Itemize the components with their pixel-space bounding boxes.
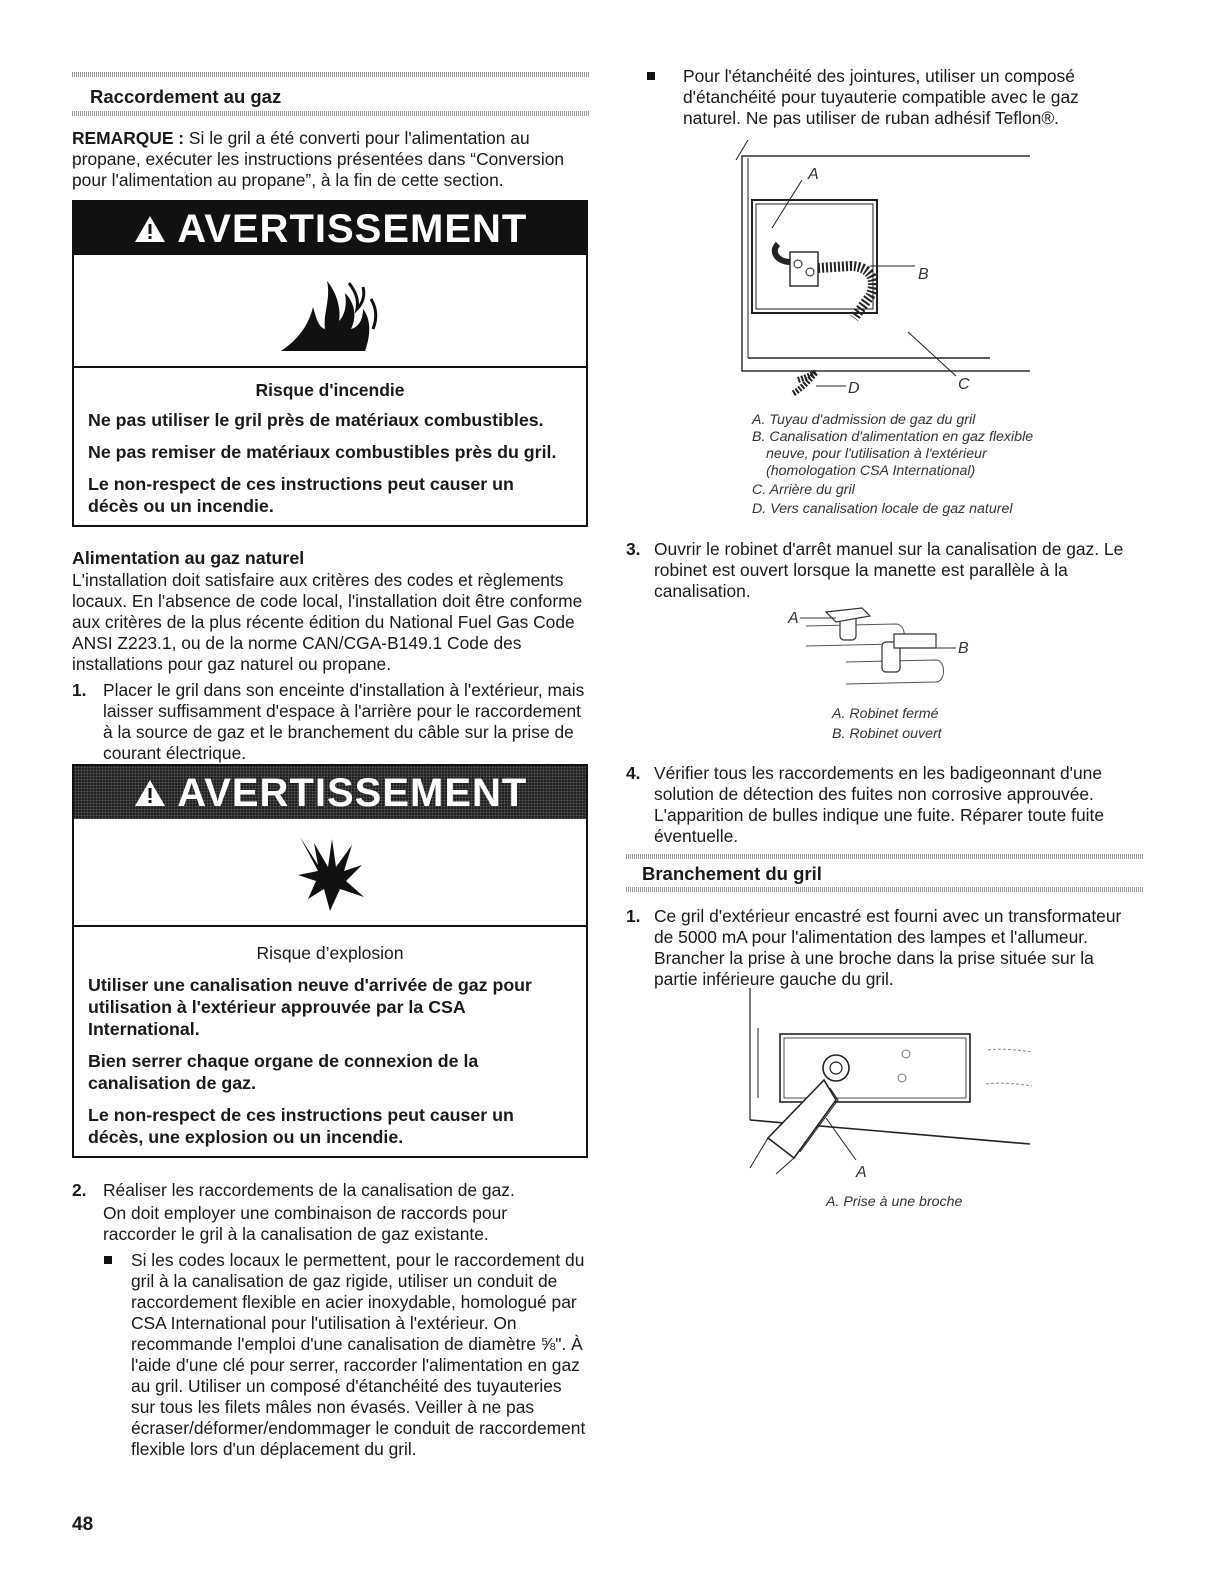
section-rule-top [72,72,590,77]
fig3-label-a: A [856,1164,867,1181]
fig1-caption-d: D. Vers canalisation locale de gaz naturel [752,501,1013,517]
note-paragraph [72,128,592,191]
step-4-number: 4. [626,763,641,783]
warning-triangle-icon-2 [133,771,178,815]
plug-figure [740,988,1040,1188]
fig3-caption: A. Prise à une broche [826,1194,963,1210]
warning-line-1: Ne pas utiliser le gril près de matériaux combustibles. [88,410,544,430]
section-title-connection: Raccordement au gaz [90,86,282,107]
warning-header [74,202,586,255]
step-1-text: Placer le gril dans son enceinte d'installation à l'extérieur, mais laisser suffisamment d'espace à l'arrière pour le raccordement à la source de gaz et le branchement du câble sur la prise de courant électrique. [103,680,585,763]
risk-label: Risque d'incendie [255,380,405,400]
fig2-label-b: B [958,640,969,657]
branch-step-1-number: 1. [626,906,641,926]
fire-icon [74,255,586,368]
fig1-caption-b3: (homologation CSA International) [766,463,976,479]
branch-step-1-text: Ce gril d'extérieur encastré est fourni avec un transformateur de 5000 mA pour l'alimentation des lampes et l'allumeur. Brancher la prise à une broche dans la prise située sur la partie inférieure gauche du gril. [654,906,1122,989]
bullet-marker [104,1256,112,1264]
warning2-line-1: Utiliser une canalisation neuve d'arrivée de gaz pour utilisation à l'extérieur approuvée par la CSA International. [88,975,532,1039]
warning-title-2: AVERTISSEMENT [177,771,528,815]
warning-line-3: Le non-respect de ces instructions peut causer un décès ou un incendie. [88,474,514,516]
fig1-caption-b2: neuve, pour l'utilisation à l'extérieur [766,446,987,462]
explosion-warning-box [72,764,588,1158]
natural-gas-title: Alimentation au gaz naturel [72,548,305,568]
fig2-captions [832,706,1032,743]
fig2-caption-a: A. Robinet fermé [832,706,939,722]
step-3-number: 3. [626,539,641,559]
step-3-text: Ouvrir le robinet d'arrêt manuel sur la canalisation de gaz. Le robinet est ouvert lorsque la manette est parallèle à la canalisation. [654,539,1124,601]
fig2-label-a: A [788,610,799,627]
warning2-line-2: Bien serrer chaque organe de connexion de la canalisation de gaz. [88,1051,479,1093]
bullet-2-text: Pour l'étanchéité des jointures, utiliser un composé d'étanchéité pour tuyauterie compatible avec le gaz naturel. Ne pas utiliser de ruban adhésif Teflon®. [683,66,1079,128]
step-4-text: Vérifier tous les raccordements en les badigeonnant d'une solution de détection des fuites non corrosive approuvée. L'apparition de bulles indique une fuite. Réparer toute fuite éventuelle. [654,763,1104,846]
note-text: Si le gril a été converti pour l'alimentation au propane, exécuter les instructions présentées dans “Conversion pour l'alimentation au propane”, à la fin de cette section. [72,128,565,190]
fig1-caption-b: B. Canalisation d'alimentation en gaz flexible [752,429,1034,445]
step-2-subtext: On doit employer une combinaison de raccords pour raccorder le gril à la canalisation de gaz existante. [103,1203,508,1244]
bullet-marker-2 [647,72,655,80]
fig1-label-c: C [958,376,970,393]
fig1-label-b: B [918,266,929,283]
gas-inlet-figure [730,140,1030,400]
section-title-branch: Branchement du gril [642,863,822,884]
bullet-1-text: Si les codes locaux le permettent, pour le raccordement du gril à la canalisation de gaz rigide, utiliser un conduit de raccordement flexible en acier inoxydable, homologué par CSA International pour l'utilisation à l'extérieur. On recommande l'emploi d'une canalisation de diamètre ⅝". À l'aide d'une clé pour serrer, raccorder l'alimentation en gaz au gril. Utiliser un composé d'étanchéité des tuyauteries sur tous les filets mâles non évasés. Veiller à ne pas écraser/déformer/endommager le conduit de raccordement flexible lors d'un déplacement du gril. [131,1250,586,1459]
step-1-number: 1. [72,680,87,700]
warning-title: AVERTISSEMENT [177,207,528,251]
warning-line-2: Ne pas remiser de matériaux combustibles près du gril. [88,442,557,462]
warning-triangle-icon [133,207,178,251]
valve-figure [786,604,986,694]
warning-header-2 [74,766,586,819]
note-label: REMARQUE : [72,128,185,148]
fig1-caption-c: C. Arrière du gril [752,482,855,498]
explosion-icon [74,819,586,927]
section-rule-bottom [72,111,590,116]
fig1-caption-a: A. Tuyau d'admission de gaz du gril [752,412,976,428]
step-2-number: 2. [72,1180,87,1200]
fire-warning-box [72,200,588,527]
warning2-line-3: Le non-respect de ces instructions peut causer un décès, une explosion ou un incendie. [88,1105,514,1147]
fig1-captions [752,412,1092,518]
fig1-label-d: D [848,380,860,397]
page-number: 48 [72,1514,94,1535]
step-2-text: Réaliser les raccordements de la canalisation de gaz. [103,1180,515,1200]
section-rule-top-2 [626,854,1144,859]
natural-gas-paragraph: L'installation doit satisfaire aux critères des codes et règlements locaux. En l'absence de code local, l'installation doit être conforme aux critères de la plus récente édition du National Fuel Gas Code ANSI Z223.1, ou de la norme CAN/CGA-B149.1 Code des installations pour gaz naturel ou propane. [72,570,583,674]
risk-label-2: Risque d’explosion [256,943,404,963]
fig1-label-a: A [808,166,819,183]
section-rule-bottom-2 [626,887,1144,892]
fig2-caption-b: B. Robinet ouvert [832,726,942,742]
